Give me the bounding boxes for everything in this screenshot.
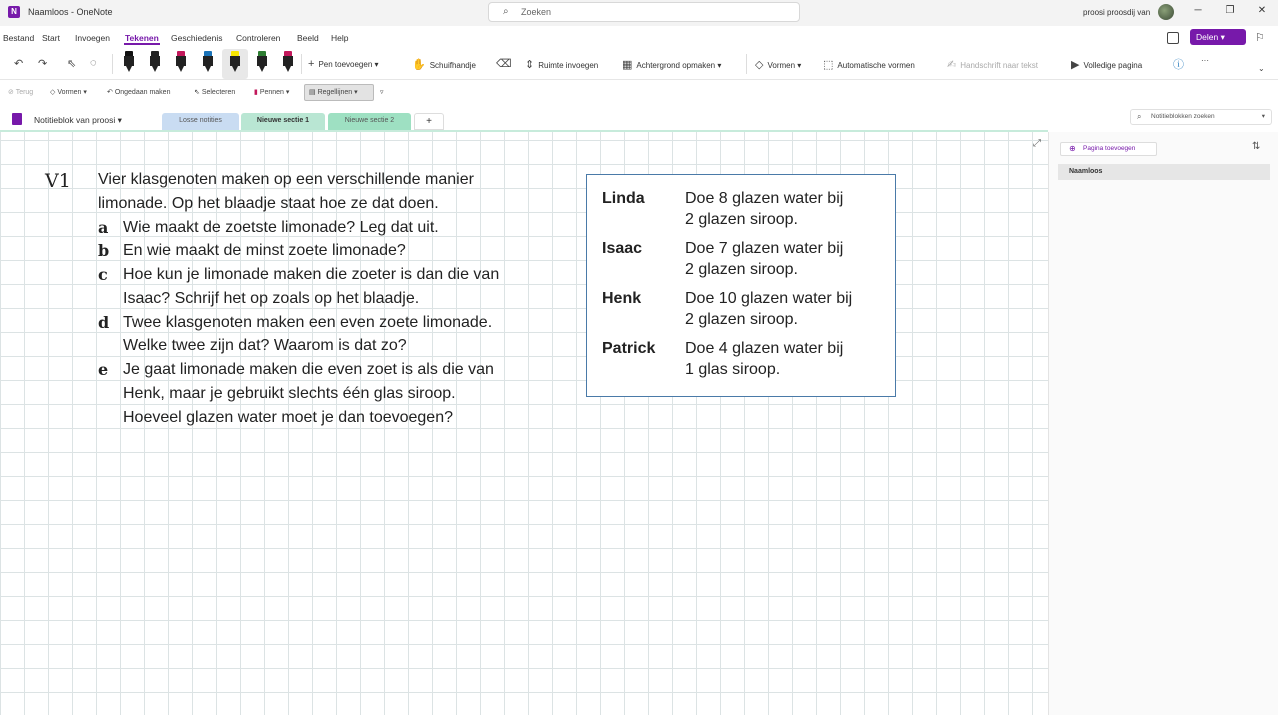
section-tab-losse-notities[interactable]: Losse notities bbox=[162, 113, 239, 130]
collapse-ribbon-icon[interactable]: ⌄ bbox=[1258, 64, 1265, 73]
question-c-text: Isaac? Schrijf het op zoals op het blaadje. bbox=[123, 290, 420, 307]
question-letter-b: b bbox=[98, 241, 110, 260]
maximize-button[interactable]: ❐ bbox=[1225, 5, 1235, 16]
recipe-name: Henk bbox=[602, 290, 642, 307]
add-section-button[interactable]: + bbox=[414, 113, 444, 130]
shapes-small-button[interactable]: ◇ Vormen ▾ bbox=[50, 89, 87, 96]
pen-1[interactable] bbox=[123, 51, 135, 75]
search-icon: ⌕ bbox=[503, 6, 509, 17]
recipe-name: Linda bbox=[602, 190, 645, 207]
expand-icon[interactable]: ⤢ bbox=[1033, 138, 1041, 149]
pen-4[interactable] bbox=[202, 51, 214, 75]
plus-icon: + bbox=[308, 58, 315, 70]
recipe-text: Doe 4 glazen water bij 1 glas siroop. bbox=[685, 340, 844, 378]
active-menu-indicator bbox=[124, 43, 160, 45]
add-page-icon: ⊕ bbox=[1069, 144, 1076, 153]
question-letter-c: c bbox=[98, 265, 108, 284]
menu-invoegen[interactable]: Invoegen bbox=[75, 33, 110, 43]
menu-controleren[interactable]: Controleren bbox=[236, 33, 281, 43]
add-page-button[interactable]: ⊕ Pagina toevoegen bbox=[1060, 142, 1157, 156]
question-c-text: Hoe kun je limonade maken die zoeter is dan die van bbox=[123, 266, 500, 283]
add-pen-button[interactable]: + Pen toevoegen ▾ bbox=[308, 58, 379, 70]
shapes-button[interactable]: ◇ Vormen ▾ bbox=[755, 59, 802, 71]
menu-tekenen[interactable]: Tekenen bbox=[125, 33, 159, 43]
pen-3[interactable] bbox=[175, 51, 187, 75]
menu-geschiedenis[interactable]: Geschiedenis bbox=[171, 33, 223, 43]
question-e-text: Henk, maar je gebruikt slechts één glas siroop. bbox=[123, 385, 456, 402]
ink-to-text-button[interactable]: ✍ Handschrift naar tekst bbox=[947, 59, 1039, 71]
search-icon: ⌕ bbox=[1137, 112, 1142, 121]
recipe-text: Doe 10 glazen water bij 2 glazen siroop. bbox=[685, 290, 853, 328]
comment-icon[interactable]: ⚐ bbox=[1255, 32, 1265, 44]
full-page-icon: ▶ bbox=[1071, 59, 1080, 71]
question-label: V1 bbox=[45, 170, 71, 192]
select-pointer-icon[interactable]: ⇖ bbox=[67, 58, 77, 70]
background-icon: ▦ bbox=[622, 59, 633, 71]
ink-to-text-icon: ✍ bbox=[947, 59, 957, 71]
full-page-button[interactable]: ▶ Volledige pagina bbox=[1071, 59, 1143, 71]
hand-icon: ✋ bbox=[412, 59, 426, 71]
intro-line: Vier klasgenoten maken op een verschillende manier bbox=[98, 171, 474, 188]
pen-6[interactable] bbox=[256, 51, 268, 75]
avatar[interactable] bbox=[1158, 4, 1174, 20]
question-e-text: Hoeveel glazen water moet je dan toevoegen? bbox=[123, 409, 453, 426]
back-button[interactable]: ⊘ Terug bbox=[8, 89, 34, 96]
user-name[interactable]: proosi proosdij van bbox=[1083, 8, 1151, 17]
section-tab-nieuwe-sectie-2[interactable]: Nieuwe sectie 2 bbox=[328, 113, 411, 130]
question-d-text: Twee klasgenoten maken een even zoete limonade. bbox=[123, 314, 493, 331]
pen-2[interactable] bbox=[149, 51, 161, 75]
section-tab-nieuwe-sectie-1[interactable]: Nieuwe sectie 1 bbox=[241, 113, 325, 130]
window-title: Naamloos - OneNote bbox=[28, 7, 113, 17]
question-letter-e: e bbox=[98, 360, 109, 379]
notebook-name[interactable]: Notitieblok van proosi ▾ bbox=[34, 115, 122, 125]
recipe-text: Doe 8 glazen water bij 2 glazen siroop. bbox=[685, 190, 844, 228]
toolbar-more-button[interactable]: ▿ bbox=[380, 89, 384, 96]
onenote-app-icon: N bbox=[8, 6, 20, 18]
pens-small-button[interactable]: ▮ Pennen ▾ bbox=[254, 89, 290, 96]
close-button[interactable]: ✕ bbox=[1257, 5, 1267, 16]
auto-shapes-button[interactable]: ⬚ Automatische vormen bbox=[823, 59, 915, 71]
eraser-icon[interactable]: ⌫ bbox=[496, 58, 512, 70]
page-list-pane bbox=[1048, 132, 1278, 715]
undo-small-button[interactable]: ↶ Ongedaan maken bbox=[107, 89, 171, 96]
recipe-name: Patrick bbox=[602, 340, 656, 357]
notebook-search-input[interactable]: ⌕ Notitieblokken zoeken ▾ bbox=[1130, 109, 1272, 125]
ribbon-divider bbox=[746, 54, 747, 74]
recipe-card bbox=[586, 174, 896, 397]
search-placeholder: Zoeken bbox=[521, 7, 552, 17]
insert-space-icon: ⇕ bbox=[525, 59, 535, 71]
sort-icon[interactable]: ⇅ bbox=[1252, 141, 1261, 152]
highlighter-pen[interactable] bbox=[229, 51, 241, 75]
shapes-icon: ◇ bbox=[755, 59, 764, 71]
intro-line: limonade. Op het blaadje staat hoe ze dat doen. bbox=[98, 195, 439, 212]
question-letter-d: d bbox=[98, 313, 110, 332]
redo-icon[interactable]: ↷ bbox=[38, 58, 48, 70]
question-b-text: En wie maakt de minst zoete limonade? bbox=[123, 242, 406, 259]
menu-help[interactable]: Help bbox=[331, 33, 349, 43]
page-item[interactable]: Naamloos bbox=[1058, 164, 1270, 180]
menu-start[interactable]: Start bbox=[42, 33, 60, 43]
help-icon[interactable]: ⓘ bbox=[1173, 59, 1184, 71]
title-bar bbox=[0, 0, 1278, 26]
recipe-name: Isaac bbox=[602, 240, 643, 257]
more-options-button[interactable]: ··· bbox=[1201, 56, 1209, 65]
question-letter-a: a bbox=[98, 218, 109, 237]
question-d-text: Welke twee zijn dat? Waarom is dat zo? bbox=[123, 337, 407, 354]
undo-icon[interactable]: ↶ bbox=[14, 58, 24, 70]
recipe-text: Doe 7 glazen water bij 2 glazen siroop. bbox=[685, 240, 844, 278]
minimize-button[interactable]: ─ bbox=[1194, 5, 1202, 16]
ruled-lines-button[interactable]: ▤ Regellijnen ▾ bbox=[309, 89, 358, 96]
menu-bar bbox=[0, 30, 1278, 46]
question-a-text: Wie maakt de zoetste limonade? Leg dat uit. bbox=[123, 219, 439, 236]
sticky-notes-icon[interactable] bbox=[1167, 32, 1179, 44]
ribbon-divider bbox=[112, 54, 113, 74]
search-input[interactable] bbox=[488, 2, 800, 22]
menu-beeld[interactable]: Beeld bbox=[297, 33, 319, 43]
menu-bestand[interactable]: Bestand bbox=[3, 33, 35, 43]
ribbon-divider bbox=[301, 54, 302, 74]
pen-7[interactable] bbox=[282, 51, 294, 75]
select-small-button[interactable]: ⇖ Selecteren bbox=[194, 89, 236, 96]
format-background-button[interactable]: ▦ Achtergrond opmaken ▾ bbox=[622, 59, 722, 71]
share-button[interactable]: Delen ▾ bbox=[1190, 29, 1246, 45]
hand-tool-button[interactable]: ✋ Schuifhandje bbox=[412, 59, 476, 71]
draw-toolbar bbox=[0, 82, 1278, 104]
insert-space-button[interactable]: ⇕ Ruimte invoegen bbox=[525, 59, 599, 71]
lasso-icon[interactable]: ◌ bbox=[90, 57, 97, 69]
question-e-text: Je gaat limonade maken die even zoet is als die van bbox=[123, 361, 494, 378]
notebook-icon bbox=[12, 113, 22, 125]
auto-shapes-icon: ⬚ bbox=[823, 59, 834, 71]
